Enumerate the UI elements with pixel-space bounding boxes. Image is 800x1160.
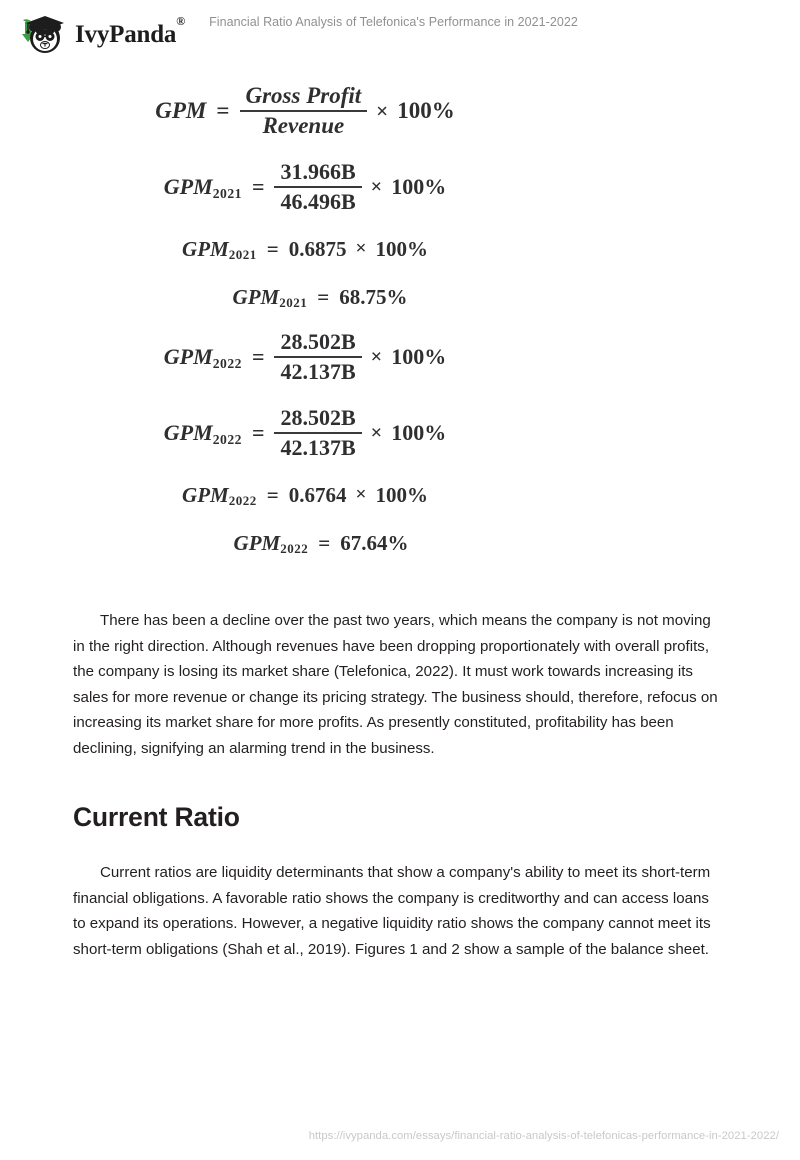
formula-equals: = xyxy=(251,344,265,369)
formula-lhs-symbol: GPM xyxy=(163,344,213,369)
formula-multiply-sign: × xyxy=(370,421,383,444)
formula-factor: 100% xyxy=(391,174,447,199)
formula-value: 0.6875 xyxy=(288,236,347,261)
formula-lhs xyxy=(234,531,309,556)
formula-lhs-subscript: 2022 xyxy=(228,493,257,509)
formula-equals: = xyxy=(251,420,265,445)
formula-lhs-subscript: 2021 xyxy=(279,295,308,311)
formula-gpm-2021-result xyxy=(105,280,505,314)
formula-denominator: 42.137B xyxy=(280,359,356,384)
footer-source-url[interactable]: https://ivypanda.com/essays/financial-ratio-analysis-of-telefonicas-performance-in-2021-2022/ xyxy=(308,1130,779,1142)
formula-lhs-symbol: GPM xyxy=(163,174,213,199)
formula-lhs-subscript: 2021 xyxy=(228,247,257,263)
paragraph-current-ratio: Current ratios are liquidity determinants that show a company's ability to meet its short-term financial obligations. A favorable ratio shows the company is creditworthy and can access loans to expand its operations. However, a negative liquidity ratio shows the company cannot meet its short-term obligations (Shah et al., 2019). Figures 1 and 2 show a sample of the balance sheet. xyxy=(73,864,711,958)
formula-lhs-subscript: 2022 xyxy=(212,355,242,371)
formula-gpm-definition xyxy=(105,78,505,144)
formula-lhs xyxy=(233,285,308,310)
formula-lhs xyxy=(182,237,257,262)
formula-numerator: 31.966B xyxy=(280,159,356,184)
formula-factor: 100% xyxy=(375,482,428,507)
formula-gpm-2022-decimal xyxy=(105,478,505,512)
formula-denominator: Revenue xyxy=(262,113,345,138)
formula-gpm-2022-fraction-repeat xyxy=(105,402,505,464)
formula-multiply-sign: × xyxy=(376,98,389,123)
formula-equals: = xyxy=(266,482,279,507)
paragraph-gpm-discussion: There has been a decline over the past two years, which means the company is not moving in the right direction. Although revenues have been dropping proportionately with overall profits, the company is losing its market share (Telefonica, 2022). It must work towards increasing its sales for more revenue or change its pricing strategy. The business should, therefore, refocus on increasing its market share for more profits. As presently constituted, profitability has been declining, signifying an alarming trend in the business. xyxy=(73,612,718,757)
formula-gpm-2022-fraction-first xyxy=(105,326,505,388)
formula-multiply-sign: × xyxy=(355,238,367,259)
formula-lhs-subscript: 2022 xyxy=(212,431,242,447)
formula-fraction xyxy=(240,83,368,139)
formula-equals: = xyxy=(318,530,331,555)
formula-equals: = xyxy=(266,236,279,261)
formula-gpm-2021-decimal xyxy=(105,232,505,266)
formula-multiply-sign: × xyxy=(370,345,383,368)
formula-factor: 100% xyxy=(397,98,455,123)
formula-lhs xyxy=(182,483,257,508)
formula-value: 68.75% xyxy=(339,284,408,309)
formula-value: 67.64% xyxy=(340,530,409,555)
formula-multiply-sign: × xyxy=(370,175,383,198)
formula-lhs xyxy=(164,420,242,446)
brand-name-text: IvyPanda xyxy=(75,20,177,48)
formula-numerator: 28.502B xyxy=(280,329,356,354)
formula-lhs xyxy=(164,174,242,200)
section-heading-current-ratio: Current Ratio xyxy=(73,802,240,832)
formula-factor: 100% xyxy=(391,420,447,445)
formula-lhs-symbol: GPM xyxy=(182,482,229,507)
formula-lhs xyxy=(164,344,242,370)
formula-factor: 100% xyxy=(375,236,428,261)
formula-lhs-subscript: 2021 xyxy=(212,185,242,201)
formula-lhs-symbol: GPM xyxy=(232,284,280,309)
formula-lhs-symbol: GPM xyxy=(182,236,229,261)
registered-trademark-mark: ® xyxy=(176,14,185,29)
formula-gpm-2022-result xyxy=(105,526,505,560)
formula-value: 0.6764 xyxy=(288,482,347,507)
formula-factor: 100% xyxy=(391,344,447,369)
formula-lhs-symbol: GPM xyxy=(163,420,213,445)
formula-fraction xyxy=(274,329,361,385)
page-header xyxy=(0,0,800,66)
formula-numerator: 28.502B xyxy=(280,405,356,430)
formula-fraction xyxy=(274,405,361,461)
formula-equals: = xyxy=(317,284,330,309)
formula-lhs: GPM xyxy=(155,98,207,123)
formula-fraction xyxy=(274,159,361,215)
formula-numerator: Gross Profit xyxy=(245,83,362,108)
formula-denominator: 46.496B xyxy=(280,189,356,214)
formula-lhs-symbol: GPM xyxy=(233,530,281,555)
formula-denominator: 42.137B xyxy=(280,435,356,460)
formula-image-region xyxy=(105,78,505,560)
formula-multiply-sign: × xyxy=(355,484,367,505)
formula-lhs-subscript: 2022 xyxy=(280,541,309,557)
document-title: Financial Ratio Analysis of Telefonica's Performance in 2021-2022 xyxy=(209,15,578,29)
formula-equals: = xyxy=(216,98,230,123)
formula-gpm-2021-fraction xyxy=(105,156,505,218)
formula-equals: = xyxy=(251,174,265,199)
